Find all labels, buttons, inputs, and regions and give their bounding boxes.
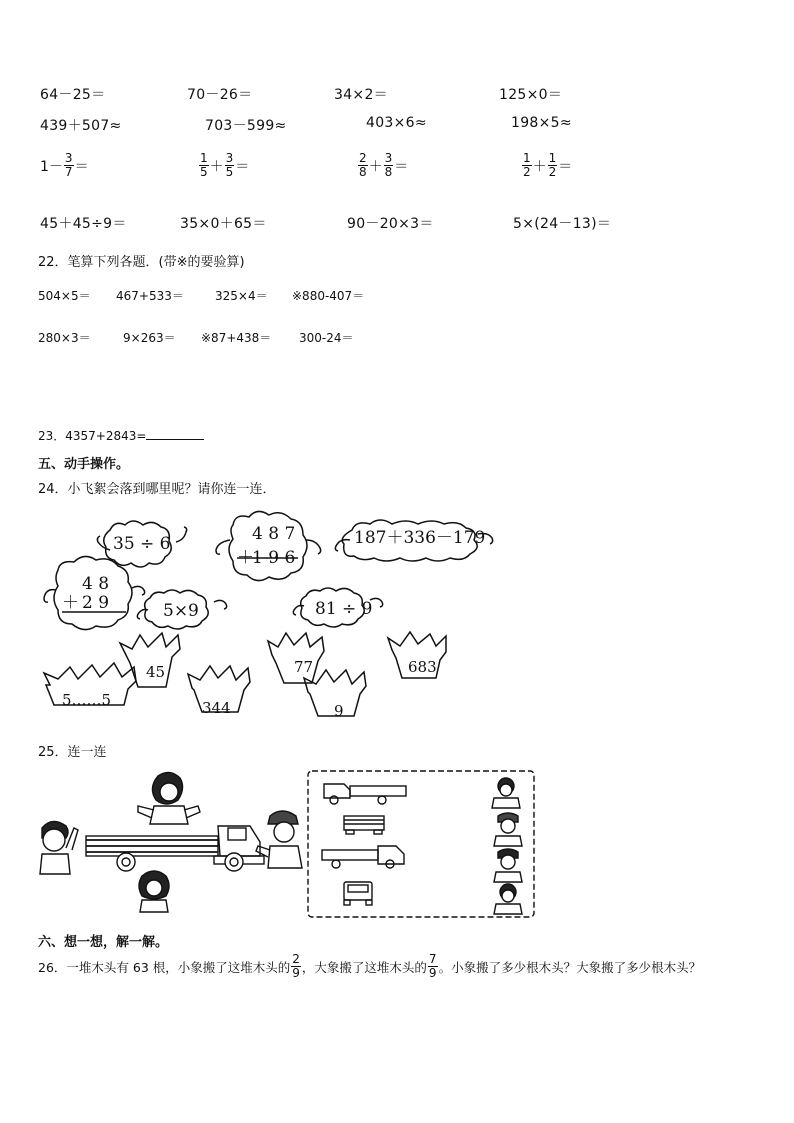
equals: ＝ [394, 158, 409, 175]
q23 [38, 427, 204, 444]
equals: ＝ [74, 158, 89, 175]
grass-label-45: 45 [146, 663, 166, 681]
child-boy-right [494, 849, 522, 882]
estimate-1: 439＋507≈ [40, 118, 122, 134]
cloud-label-3: 187＋336－179 [354, 528, 486, 548]
answer-blank[interactable] [146, 427, 204, 440]
written-calc-5: 280×3＝ [38, 331, 91, 345]
oral-calc-1: 64－25＝ [40, 87, 106, 103]
grass-label-683: 683 [408, 658, 437, 676]
child-boy-cap [256, 811, 302, 868]
child-girl-bottom [139, 871, 169, 912]
section-5-heading: 五、动手操作。 [38, 457, 130, 472]
cloud-label-2-plus: ＋ [237, 548, 254, 568]
written-calc-2: 467+533＝ [116, 289, 184, 303]
mixed-calc-3: 90－20×3＝ [347, 216, 434, 232]
cloud-label-4-top: 4 8 [82, 574, 110, 594]
fraction: $\frac{1}{2}$ [548, 151, 557, 179]
q25-title: 25．连一连 [38, 745, 107, 760]
fraction: $\frac{1}{5}$ [200, 151, 208, 179]
fraction-calc-4 [521, 152, 572, 179]
equals: ＝ [235, 158, 250, 175]
fraction-calc-2 [198, 152, 249, 179]
truck-views-figure [34, 768, 539, 920]
written-calc-6: 9×263＝ [123, 331, 176, 345]
truck-side [86, 826, 264, 871]
oral-calc-3: 34×2＝ [334, 87, 388, 103]
dandelion-matching-figure [30, 510, 510, 725]
written-calc-8: 300-24＝ [299, 331, 354, 345]
estimate-4: 198×5≈ [511, 115, 572, 131]
fraction: $\frac{3}{5}$ [225, 151, 234, 179]
oral-calc-2: 70－26＝ [187, 87, 253, 103]
operator: ＋ [209, 158, 224, 175]
mixed-calc-4: 5×(24－13)＝ [513, 216, 612, 232]
child-girl-right-2 [494, 884, 522, 914]
q26-part2: ，大象搬了这堆木头的 [301, 959, 427, 975]
child-boy-cap-right [494, 813, 522, 846]
grass-label-77: 77 [294, 658, 314, 676]
section-6-heading: 六、想一想，解一解。 [38, 935, 169, 950]
written-calc-1: 504×5＝ [38, 289, 91, 303]
cloud-label-4-bottom: 2 9 [82, 593, 110, 613]
truck-view-side-right [322, 846, 404, 868]
cloud-label-6: 81 ÷ 9 [315, 599, 373, 619]
q22-title: 22．笔算下列各题．(带※的要验算) [38, 255, 245, 270]
estimate-2: 703－599≈ [205, 118, 287, 134]
truck-view-side-left [324, 784, 406, 804]
cloud-487-plus-196 [229, 511, 307, 580]
fraction: $\frac{3}{8}$ [384, 151, 393, 179]
cloud-label-2-top: 4 8 7 [252, 524, 296, 544]
grass-label-344: 344 [202, 699, 231, 717]
grass-label-5r5: 5……5 [62, 691, 112, 709]
written-calc-7: ※87+438＝ [201, 331, 272, 345]
truck-view-front [344, 882, 372, 905]
mixed-calc-2: 35×0＋65＝ [180, 216, 267, 232]
fraction-calc-1 [40, 152, 89, 179]
equals: ＝ [558, 158, 573, 175]
child-boy-left [40, 821, 78, 874]
fraction-calc-3 [357, 152, 408, 179]
operator: ＋ [368, 158, 383, 175]
fraction: $\frac{3}{7}$ [64, 151, 73, 179]
fraction: $\frac{2}{8}$ [359, 151, 367, 179]
fraction-prefix: 1－ [40, 158, 63, 175]
written-calc-3: 325×4＝ [215, 289, 268, 303]
fraction-2-9: $\frac{2}{9}$ [292, 952, 300, 980]
fraction: $\frac{1}{2}$ [523, 151, 531, 179]
truck-view-back [344, 816, 384, 834]
cloud-label-4-plus: ＋ [62, 593, 79, 613]
q23-text: 23．4357+2843= [38, 429, 147, 443]
mixed-calc-1: 45＋45÷9＝ [40, 216, 127, 232]
estimate-3: 403×6≈ [366, 115, 427, 131]
cloud-label-2-bottom: 1 9 6 [252, 548, 296, 568]
cloud-label-1: 35 ÷ 6 [113, 534, 171, 554]
q24-title: 24．小飞絮会落到哪里呢？请你连一连． [38, 482, 276, 497]
written-calc-4: ※880-407＝ [292, 289, 365, 303]
q26-part3: 。小象搬了多少根木头？大象搬了多少根木头？ [438, 959, 702, 975]
child-girl-right-1 [492, 778, 520, 808]
child-girl-top [138, 772, 200, 824]
q26-part1: 26．一堆木头有 63 根，小象搬了这堆木头的 [38, 959, 291, 975]
fraction-7-9: $\frac{7}{9}$ [428, 952, 437, 980]
oral-calc-4: 125×0＝ [499, 87, 563, 103]
q26 [38, 953, 701, 980]
grass-label-9: 9 [334, 702, 344, 720]
operator: ＋ [532, 158, 547, 175]
cloud-label-5: 5×9 [163, 601, 199, 621]
